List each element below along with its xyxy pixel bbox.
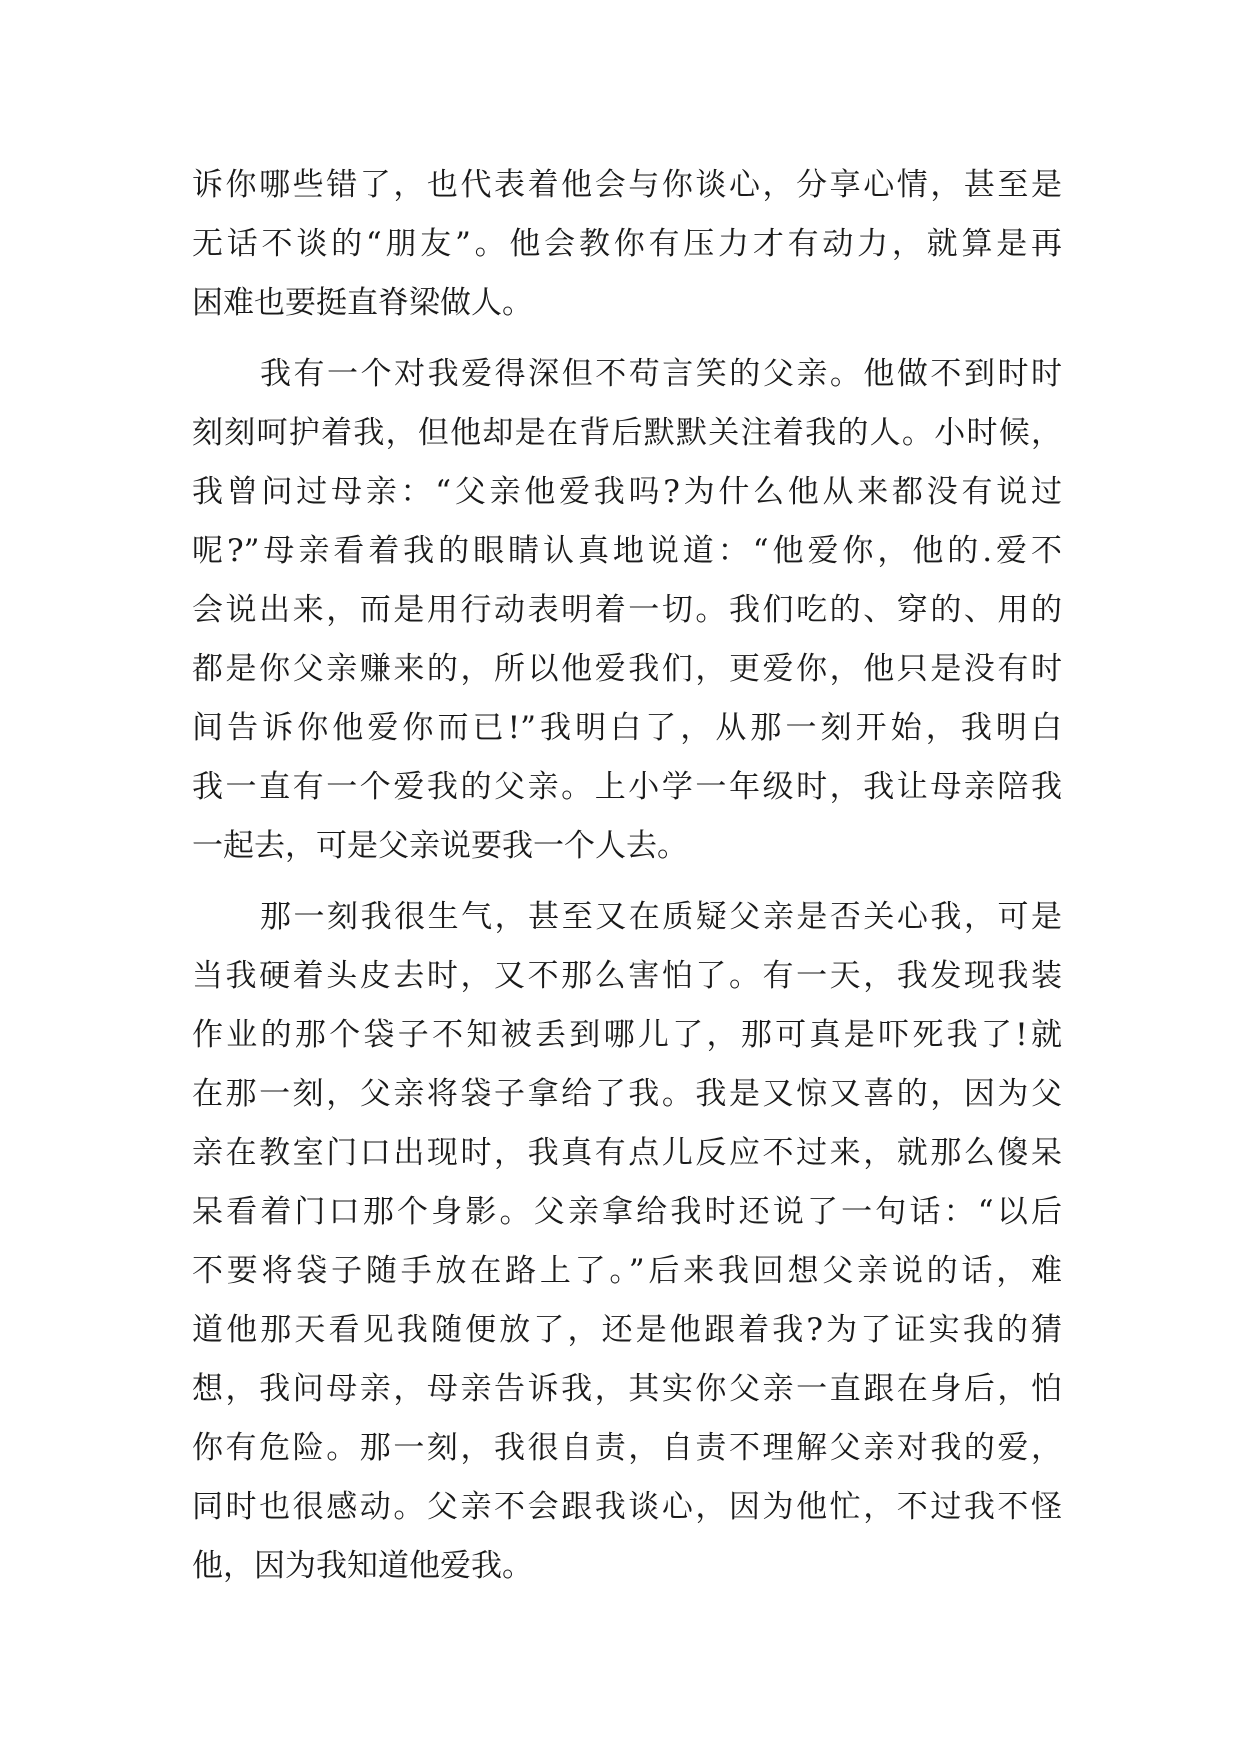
text-line: 当我硬着头皮去时，又不那么害怕了。有一天，我发现我装 [192,958,1062,994]
text-line: 一起去，可是父亲说要我一个人去。 [192,828,688,864]
text-line: 我一直有一个爱我的父亲。上小学一年级时，我让母亲陪我 [192,769,1062,805]
text-line: 间告诉你他爱你而已!”我明白了，从那一刻开始，我明白 [192,710,1062,746]
text-line: 困难也要挺直脊梁做人。 [192,285,533,321]
text-line: 在那一刻，父亲将袋子拿给了我。我是又惊又喜的，因为父 [192,1076,1062,1112]
text-line: 无话不谈的“朋友”。他会教你有压力才有动力，就算是再 [192,226,1062,262]
text-line: 作业的那个袋子不知被丢到哪儿了，那可真是吓死我了!就 [192,1017,1062,1053]
text-line: 你有危险。那一刻，我很自责，自责不理解父亲对我的爱， [192,1430,1062,1466]
text-line: 刻刻呵护着我，但他却是在背后默默关注着我的人。小时候， [192,415,1062,451]
text-line: 我有一个对我爱得深但不苟言笑的父亲。他做不到时时 [260,356,1062,392]
text-line: 呢?”母亲看着我的眼睛认真地说道：“他爱你，他的.爱不 [192,533,1062,569]
paragraph-3 [192,888,1062,1596]
text-line: 诉你哪些错了，也代表着他会与你谈心，分享心情，甚至是 [192,167,1062,203]
text-line: 他，因为我知道他爱我。 [192,1548,533,1584]
text-line: 想，我问母亲，母亲告诉我，其实你父亲一直跟在身后，怕 [192,1371,1062,1407]
text-line: 都是你父亲赚来的，所以他爱我们，更爱你，他只是没有时 [192,651,1062,687]
text-line: 那一刻我很生气，甚至又在质疑父亲是否关心我，可是 [260,899,1062,935]
text-line: 呆看着门口那个身影。父亲拿给我时还说了一句话：“以后 [192,1194,1062,1230]
paragraph-2 [192,345,1062,876]
paragraph-1 [192,156,1062,333]
text-line: 亲在教室门口出现时，我真有点儿反应不过来，就那么傻呆 [192,1135,1062,1171]
text-line: 道他那天看见我随便放了，还是他跟着我?为了证实我的猜 [192,1312,1062,1348]
text-line: 会说出来，而是用行动表明着一切。我们吃的、穿的、用的 [192,592,1062,628]
text-line: 我曾问过母亲：“父亲他爱我吗?为什么他从来都没有说过 [192,474,1062,510]
body-text [192,156,1062,1596]
text-line: 不要将袋子随手放在路上了。”后来我回想父亲说的话，难 [192,1253,1062,1289]
text-line: 同时也很感动。父亲不会跟我谈心，因为他忙，不过我不怪 [192,1489,1062,1525]
